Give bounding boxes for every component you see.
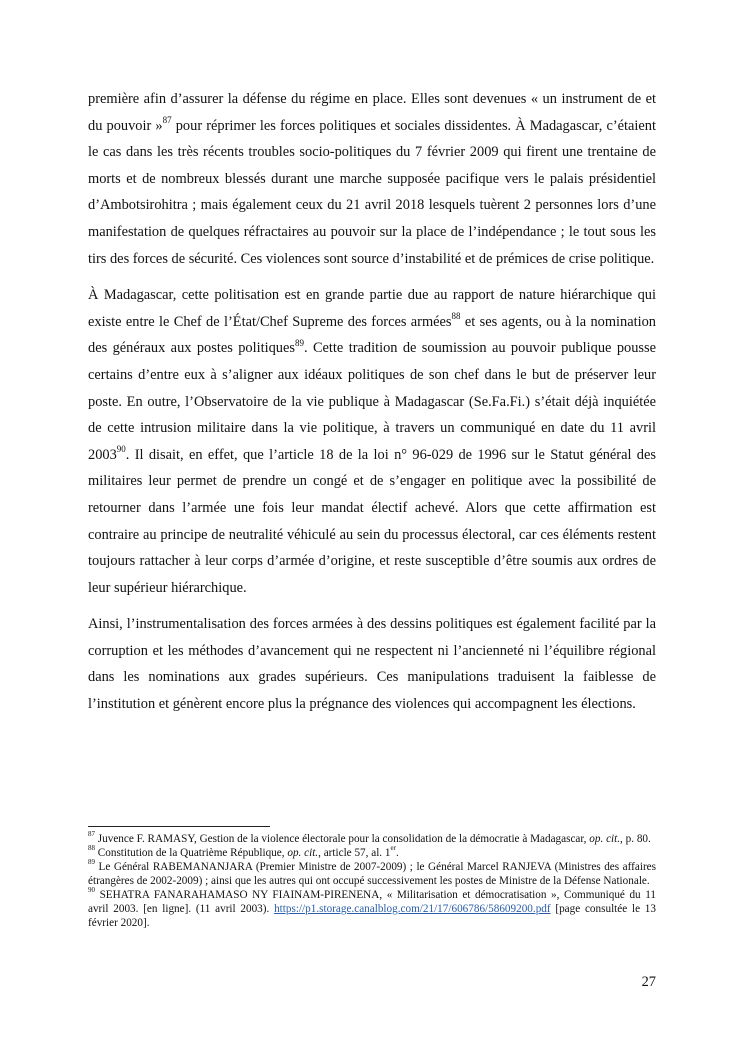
footnote-link[interactable]: https://p1.storage.canalblog.com/21/17/606786/58609200.pdf [274, 903, 551, 915]
paragraph-3 [88, 611, 656, 717]
footnote-number: 87 [88, 830, 95, 839]
body-text [88, 86, 656, 728]
paragraph-3-text: Ainsi, l’instrumentalisation des forces armées à des dessins politiques est également facilité par la corruption et les méthodes d’avancement qui ne respectent ni l’ancienneté ni l’équilibre régional dans les nominations aux grades supérieurs. Ces manipulations traduisent la faiblesse de l’institution et génèrent encore plus la prégnance des violences qui accompagnent les élections. [88, 616, 656, 713]
paragraph-2-text-cont: et ses agents, ou à la nomination des généraux aux postes politiques [88, 313, 657, 357]
paragraph-2-text: À Madagascar, cette politisation est en grande partie due au rapport de nature hiérarchique qui existe entre le Chef de l’État/Chef Supreme des forces armées [88, 287, 656, 330]
paragraph-1-text-cont: pour réprimer les forces politiques et sociales dissidentes. À Madagascar, c’étaient le cas dans les très récents troubles socio-politiques du 7 février 2009 qui firent une trentaine de morts et de nombreux blessés durant une marche supposée pacifique vers le palais présidentiel d’Ambotsirohitra ; mais également ceux du 21 avril 2018 lesquels tuèrent 2 personnes lors d’une manifestation de quelques réfractaires au pouvoir sur la place de l’indépendance ; le tout sous les tirs des forces de sécurité. Ces violences sont source d’instabilité et de prémices de crise politique. [88, 117, 656, 267]
footnote-number: 89 [88, 858, 95, 867]
footnote-number: 90 [88, 886, 95, 895]
footnote-text: , article 57, al. 1 [318, 847, 391, 859]
footnote-text: , p. 80. [620, 833, 651, 845]
footnote-italic: op. cit. [287, 847, 319, 859]
footnote-ref-87[interactable]: 87 [162, 114, 172, 125]
paragraph-2 [88, 282, 656, 601]
footnote-89 [88, 860, 656, 888]
paragraph-1 [88, 86, 656, 272]
page-number: 27 [641, 974, 656, 990]
footnote-ref-89[interactable]: 89 [294, 337, 304, 348]
footnote-text: Juvence F. RAMASY, Gestion de la violence électorale pour la consolidation de la démocratie à Madagascar, [95, 833, 590, 845]
paragraph-2-text-cont: . Cette tradition de soumission au pouvoir publique pousse certains d’entre eux à s’aligner aux idéaux politiques de son chef dans le but de préserver leur poste. En outre, l’Observatoire de la vie publique à Madagascar (Se.Fa.Fi.) s’était déjà inquiétée de cette intrusion militaire dans la vie politique, à travers un communiqué en date du 11 avril 2003 [88, 340, 656, 463]
footnote-separator [88, 826, 270, 827]
footnote-text: [page consultée le 13 février 2020]. [88, 903, 656, 929]
footnote-number: 88 [88, 844, 95, 853]
footnote-ref-88[interactable]: 88 [451, 310, 461, 321]
footnote-text: Le Général RABEMANANJARA (Premier Ministre de 2007-2009) ; le Général Marcel RANJEVA (Ministres des affaires étrangères de 2002-2009) ; ainsi que les autres qui ont occupé successivement les postes de Ministre de la Défense Nationale. [88, 861, 656, 887]
footnote-text: . [395, 847, 399, 859]
footnote-88 [88, 846, 656, 860]
footnote-text: SEHATRA FANARAHAMASO NY FIAINAM-PIRENENA, « Militarisation et démocratisation », Communiqué du 11 avril 2003. [en ligne]. (11 avril 2003). [88, 889, 656, 915]
paragraph-1-text: première afin d’assurer la défense du régime en place. Elles sont devenues « un instrument de et du pouvoir » [88, 91, 656, 134]
footnote-90 [88, 888, 656, 930]
footnote-italic: op. cit. [589, 833, 621, 845]
footnote-ref-90[interactable]: 90 [116, 443, 126, 454]
footnote-87 [88, 832, 656, 846]
paragraph-2-text-cont: . Il disait, en effet, que l’article 18 de la loi n° 96-029 de 1996 sur le Statut général des militaires leur permet de prendre un congé et de s’engager en politique avec la possibilité de retourner dans l’armée une fois leur mandat électif achevé. Alors que cette affirmation est contraire au principe de neutralité véhiculé au sein du processus électoral, car ces éléments restent toujours rattacher à leur corps d’armée d’origine, et reste susceptible d’être soumis aux ordres de leur supérieur hiérarchique. [88, 446, 656, 596]
footnotes [88, 832, 656, 930]
footnote-superscript: er [390, 844, 396, 853]
footnote-text: Constitution de la Quatrième République, [95, 847, 288, 859]
